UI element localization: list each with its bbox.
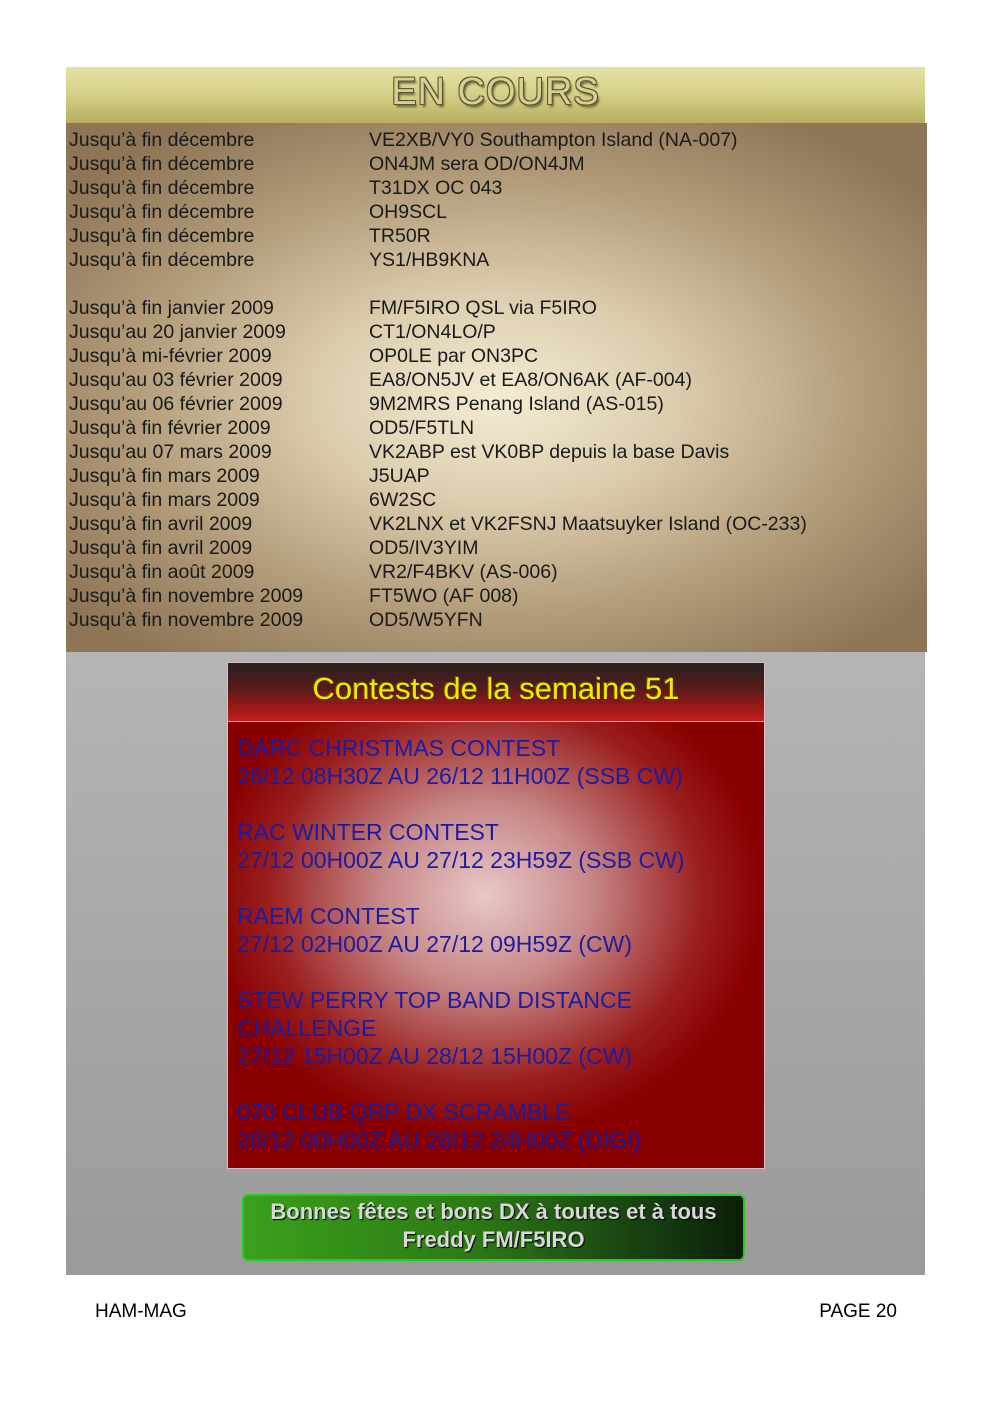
dx-row-date: Jusqu’à fin décembre xyxy=(69,153,255,175)
contests-header xyxy=(228,663,764,722)
dx-row-info: EA8/ON5JV et EA8/ON6AK (AF-004) xyxy=(369,369,692,391)
greeting-line-2: Freddy FM/F5IRO xyxy=(402,1227,585,1252)
contest-name: RAEM CONTEST xyxy=(237,903,420,929)
dx-row-info: VE2XB/VY0 Southampton Island (NA-007) xyxy=(369,129,738,151)
dx-row-date: Jusqu’à fin décembre xyxy=(69,249,255,271)
dx-row-info: OH9SCL xyxy=(369,201,448,223)
contest-line: CHALLENGE xyxy=(237,1015,377,1041)
dx-row-date: Jusqu’à fin août 2009 xyxy=(69,561,255,583)
dx-row-info: OD5/W5YFN xyxy=(369,609,483,631)
dx-row-date: Jusqu’à mi-février 2009 xyxy=(69,345,272,367)
contest-name: 070 CLUB QRP DX SCRAMBLE xyxy=(237,1099,571,1125)
section-title: EN COURS xyxy=(391,71,600,113)
section-header xyxy=(66,67,925,124)
contest-line: 27/12 00H00Z AU 27/12 23H59Z (SSB CW) xyxy=(237,847,685,873)
contest-name: STEW PERRY TOP BAND DISTANCE xyxy=(237,987,632,1013)
dx-row-date: Jusqu’à fin janvier 2009 xyxy=(69,297,274,319)
contest-line: 28/12 00H00Z AU 28/12 24H00Z (DIGI) xyxy=(237,1127,641,1153)
dx-row-info: OD5/F5TLN xyxy=(369,417,475,439)
dx-row-date: Jusqu’à fin février 2009 xyxy=(69,417,271,439)
dx-row-info: TR50R xyxy=(369,225,431,247)
footer-page-number: PAGE 20 xyxy=(819,1301,897,1322)
greeting-banner xyxy=(242,1194,745,1261)
dx-row-info: FT5WO (AF 008) xyxy=(369,585,519,607)
dx-row-date: Jusqu’à fin décembre xyxy=(69,201,255,223)
dx-row-date: Jusqu’à fin décembre xyxy=(69,177,255,199)
dx-row-date: Jusqu’à fin décembre xyxy=(69,129,255,151)
dx-row-info: T31DX OC 043 xyxy=(369,177,503,199)
contests-box xyxy=(227,662,765,1169)
dx-row-info: VK2LNX et VK2FSNJ Maatsuyker Island (OC-233) xyxy=(369,513,807,535)
dx-row-date: Jusqu’à fin mars 2009 xyxy=(69,489,260,511)
dx-row-info: 9M2MRS Penang Island (AS-015) xyxy=(369,393,664,415)
contest-name: DARC CHRISTMAS CONTEST xyxy=(237,735,561,761)
dx-row-info: VR2/F4BKV (AS-006) xyxy=(369,561,558,583)
contest-line: 27/12 02H00Z AU 27/12 09H59Z (CW) xyxy=(237,931,633,957)
dx-row-date: Jusqu’au 20 janvier 2009 xyxy=(69,321,286,343)
dx-row-info: YS1/HB9KNA xyxy=(369,249,490,271)
dx-row-info: CT1/ON4LO/P xyxy=(369,321,496,343)
dx-row-date: Jusqu’au 06 février 2009 xyxy=(69,393,283,415)
footer-magazine-name: HAM-MAG xyxy=(95,1301,187,1322)
dx-row-date: Jusqu’à fin mars 2009 xyxy=(69,465,260,487)
dx-list xyxy=(66,123,927,652)
dx-row-date: Jusqu’à fin novembre 2009 xyxy=(69,585,304,607)
contest-name: RAC WINTER CONTEST xyxy=(237,819,499,845)
dx-row-date: Jusqu’au 07 mars 2009 xyxy=(69,441,272,463)
dx-row-date: Jusqu’à fin avril 2009 xyxy=(69,537,253,559)
contest-line: 26/12 08H30Z AU 26/12 11H00Z (SSB CW) xyxy=(237,763,683,789)
contest-line: 27/12 15H00Z AU 28/12 15H00Z (CW) xyxy=(237,1043,633,1069)
dx-row-info: J5UAP xyxy=(369,465,430,487)
dx-row-info: FM/F5IRO QSL via F5IRO xyxy=(369,297,597,319)
contests-title: Contests de la semaine 51 xyxy=(312,671,680,706)
dx-row-info: 6W2SC xyxy=(369,489,437,511)
dx-row-info: OD5/IV3YIM xyxy=(369,537,479,559)
dx-row-date: Jusqu’à fin novembre 2009 xyxy=(69,609,304,631)
greeting-line-1: Bonnes fêtes et bons DX à toutes et à tous xyxy=(270,1199,717,1224)
dx-row-date: Jusqu’à fin décembre xyxy=(69,225,255,247)
dx-row-info: ON4JM sera OD/ON4JM xyxy=(369,153,585,175)
dx-row-date: Jusqu’au 03 février 2009 xyxy=(69,369,283,391)
dx-row-info: VK2ABP est VK0BP depuis la base Davis xyxy=(369,441,730,463)
dx-row-date: Jusqu’à fin avril 2009 xyxy=(69,513,253,535)
dx-row-info: OP0LE par ON3PC xyxy=(369,345,539,367)
